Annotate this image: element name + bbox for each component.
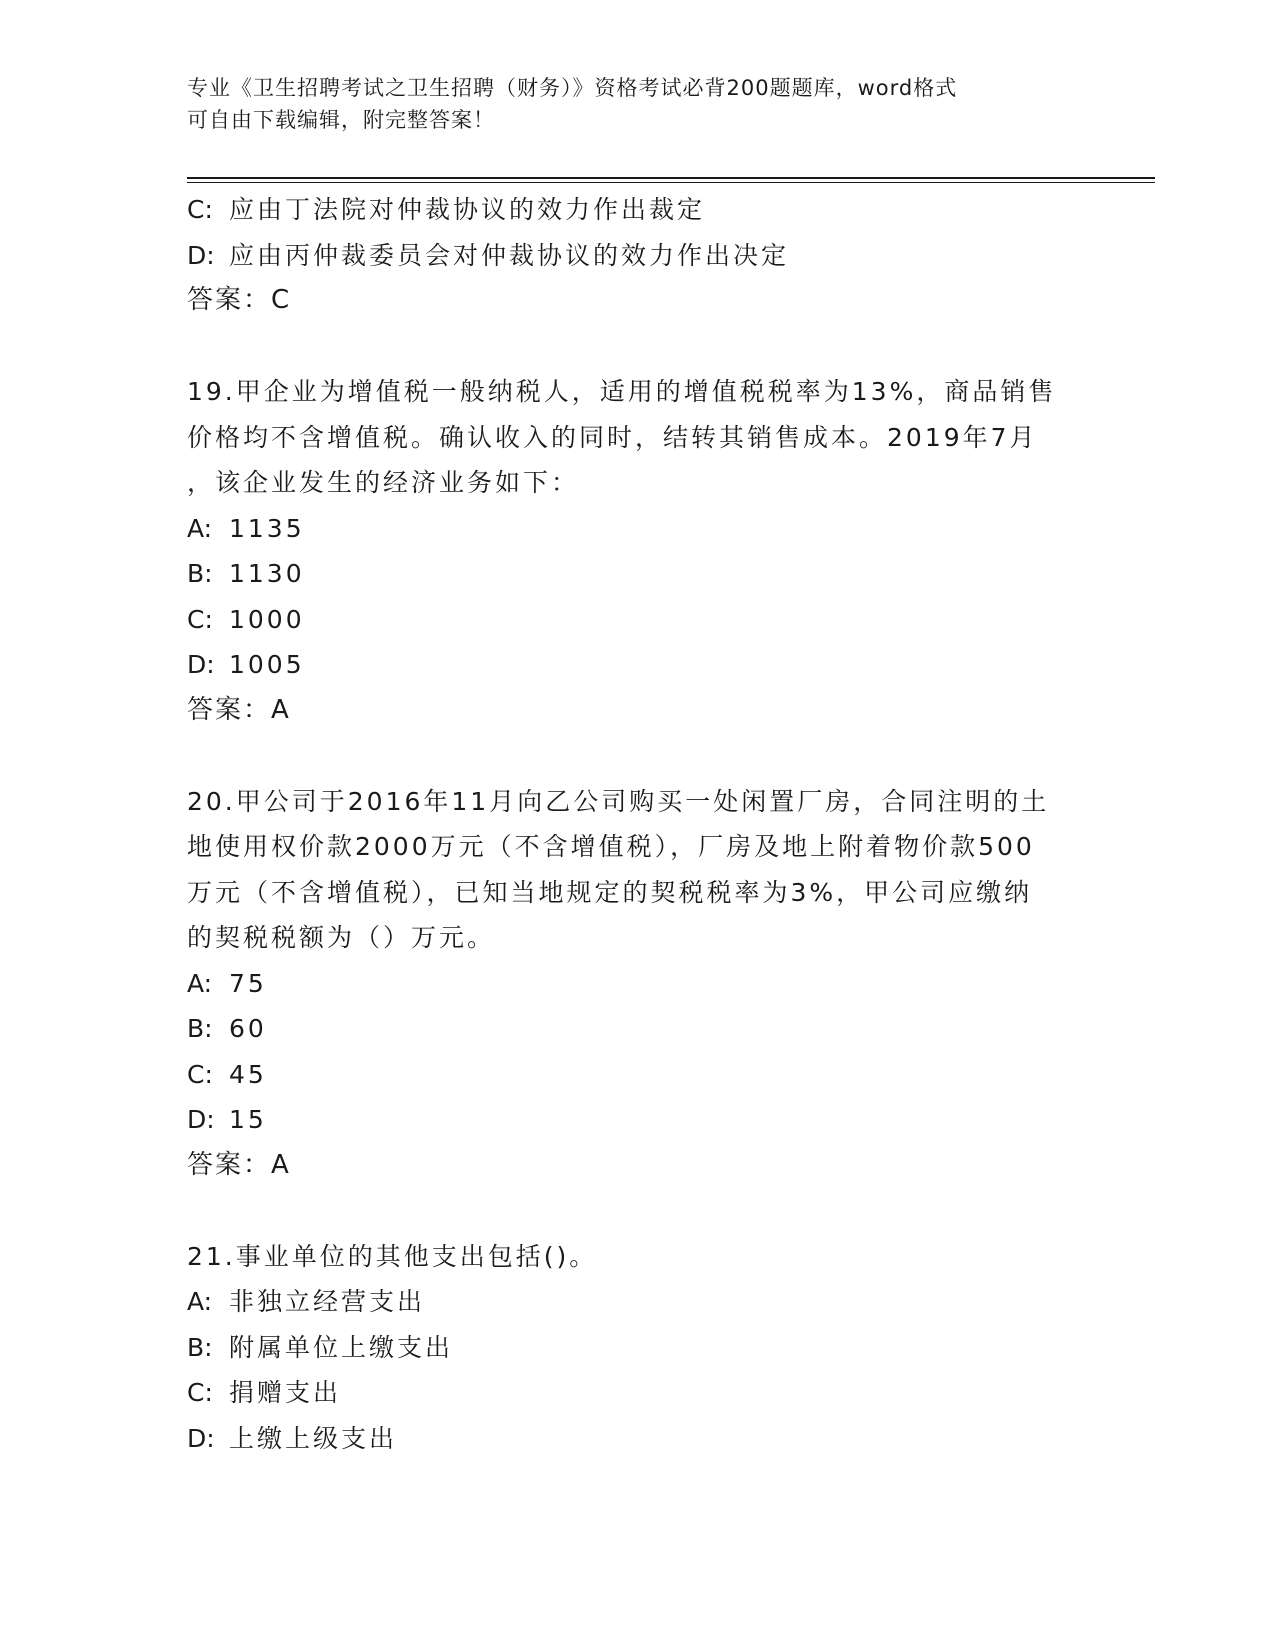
option-d [187,642,1077,688]
option-text: 15 [229,1105,267,1134]
option-label: A: [187,968,213,998]
option-label: D: [187,650,215,679]
option-text: 1005 [229,650,305,679]
spacer [187,1188,1077,1234]
question-text-line: 万元（不含增值税），已知当地规定的契税税率为3%，甲公司应缴纳 [187,877,1033,907]
document-body [187,187,1077,1461]
option-label: D: [187,240,215,270]
option-label: C: [187,1059,213,1089]
option-text: 应由丁法院对仲裁协议的效力作出裁定 [229,195,706,224]
option-label: C: [187,604,213,634]
option-b [187,1325,1077,1371]
option-text: 附属单位上缴支出 [229,1332,454,1362]
option-d [187,233,1077,279]
answer-line: 答案：C [187,285,292,315]
question-20 [187,779,1077,1189]
option-text: 1000 [229,604,305,634]
answer-line: 答案：A [187,1149,291,1180]
question-text-line: 19.甲企业为增值税一般纳税人，适用的增值税税率为13%，商品销售 [187,377,1057,406]
document-header [187,72,1087,136]
option-text: 捐赠支出 [229,1378,342,1407]
question-text-line: 20.甲公司于2016年11月向乙公司购买一处闲置厂房，合同注明的土 [187,786,1050,816]
option-label: D: [187,1423,215,1453]
option-b [187,1006,1077,1052]
header-rule-thin [187,182,1155,183]
question-19 [187,369,1077,733]
option-text: 1130 [229,559,305,588]
option-d [187,1416,1077,1462]
option-text: 75 [229,968,267,998]
question-text-line: 的契税税额为（）万元。 [187,923,496,952]
option-text: 上缴上级支出 [229,1423,398,1453]
header-line-1: 专业《卫生招聘考试之卫生招聘（财务）》资格考试必背200题题库，word格式 [187,76,958,100]
option-label: B: [187,1332,213,1362]
option-label: D: [187,1105,215,1134]
option-d [187,1097,1077,1143]
option-label: A: [187,513,213,543]
option-c [187,1370,1077,1416]
question-18-tail [187,187,1077,324]
option-c [187,187,1077,233]
option-c [187,1052,1077,1098]
option-text: 60 [229,1014,267,1043]
option-a [187,506,1077,552]
option-label: B: [187,1014,213,1043]
option-label: A: [187,1287,213,1316]
option-label: C: [187,195,213,224]
question-21 [187,1234,1077,1462]
answer-line: 答案：A [187,694,291,725]
option-c [187,597,1077,643]
spacer [187,733,1077,779]
question-text-line: 价格均不含增值税。确认收入的同时，结转其销售成本。2019年7月 [187,422,1038,452]
option-text: 45 [229,1059,267,1089]
option-text: 1135 [229,513,305,543]
option-text: 非独立经营支出 [229,1287,426,1316]
option-label: B: [187,559,213,588]
question-text-line: ，该企业发生的经济业务如下： [187,468,580,497]
spacer [187,324,1077,370]
option-text: 应由丙仲裁委员会对仲裁协议的效力作出决定 [229,240,790,270]
question-text-line: 地使用权价款2000万元（不含增值税），厂房及地上附着物价款500 [187,832,1035,861]
option-b [187,551,1077,597]
header-line-2: 可自由下载编辑，附完整答案！ [187,108,495,132]
option-label: C: [187,1378,213,1407]
question-text-line: 21.事业单位的其他支出包括()。 [187,1241,598,1271]
option-a [187,961,1077,1007]
option-a [187,1279,1077,1325]
header-rule-thick [187,177,1155,179]
